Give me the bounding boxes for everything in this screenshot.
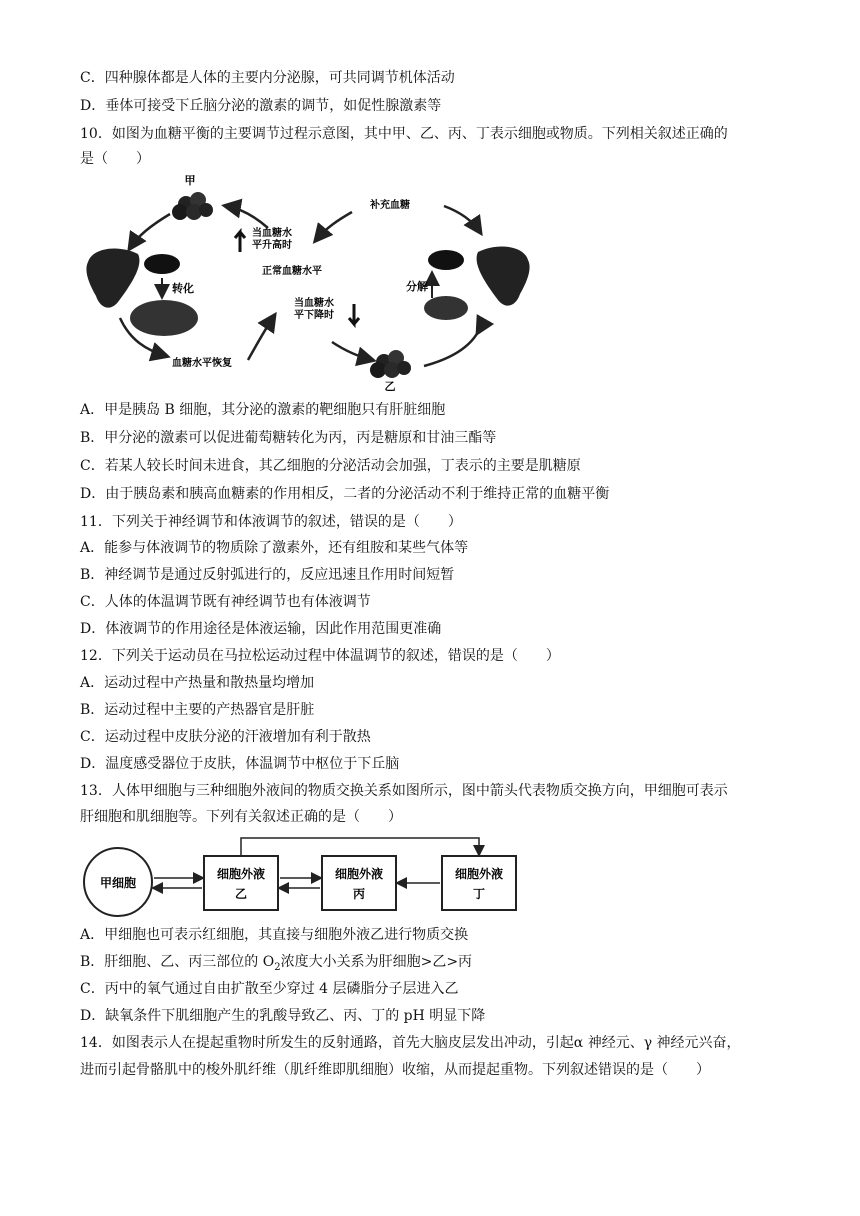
- q10-option-b: B．甲分泌的激素可以促进葡萄糖转化为丙，丙是糖原和甘油三酯等: [80, 430, 497, 446]
- q10-option-d: D．由于胰岛素和胰高血糖素的作用相反，二者的分泌活动不利于维持正常的血糖平衡: [80, 486, 610, 502]
- box-ding: [442, 856, 516, 910]
- label-rise-line1: 当血糖水: [252, 228, 292, 239]
- box-yi-label2: 乙: [234, 887, 248, 901]
- q11-option-d: D．体液调节的作用途径是体液运输，因此作用范围更准确: [80, 621, 442, 637]
- substance-ding-ellipse: [424, 296, 468, 320]
- label-rise-line2: 平升高时: [252, 240, 292, 251]
- q10-option-a: A．甲是胰岛 B 细胞，其分泌的激素的靶细胞只有肝脏细胞: [80, 402, 446, 418]
- substance-ellipse-left-top: [144, 254, 180, 274]
- q12-option-b: B．运动过程中主要的产热器官是肝脏: [80, 702, 315, 718]
- q12-stem: 12．下列关于运动员在马拉松运动过程中体温调节的叙述，错误的是（ ）: [80, 648, 560, 664]
- islet-cells-yi-icon: [370, 350, 411, 378]
- q11-option-c: C．人体的体温调节既有神经调节也有体液调节: [80, 594, 371, 610]
- label-fall-line1: 当血糖水: [294, 298, 334, 309]
- box-ding-label2: 丁: [472, 887, 486, 901]
- q13-stem-line2: 肝细胞和肌细胞等。下列有关叙述正确的是（ ）: [80, 809, 402, 825]
- box-bing: [322, 856, 396, 910]
- q13-option-c: C．丙中的氧气通过自由扩散至少穿过 4 层磷脂分子层进入乙: [80, 981, 459, 997]
- label-convert: 转化: [172, 282, 194, 295]
- label-jia: 甲: [184, 174, 196, 187]
- q11-option-a: A．能参与体液调节的物质除了激素外，还有组胺和某些气体等: [80, 540, 469, 556]
- box-yi-label1: 细胞外液: [216, 867, 266, 881]
- box-yi: [204, 856, 278, 910]
- q13-option-b: B．肝细胞、乙、丙三部位的 $O_2$浓度大小关系为肝细胞>乙>丙: [80, 954, 473, 973]
- q9-option-c: C．四种腺体都是人体的主要内分泌腺，可共同调节机体活动: [80, 70, 455, 86]
- liver-left-icon: [86, 248, 139, 307]
- q10-stem-line2: 是（ ）: [80, 151, 150, 167]
- q10-stem-line1: 10．如图为血糖平衡的主要调节过程示意图，其中甲、乙、丙、丁表示细胞或物质。下列相关叙述正确的: [80, 126, 728, 142]
- label-recover: 血糖水平恢复: [172, 358, 232, 369]
- q9-option-d: D．垂体可接受下丘脑分泌的激素的调节，如促性腺激素等: [80, 98, 442, 114]
- q12-option-a: A．运动过程中产热量和散热量均增加: [80, 675, 315, 691]
- q11-option-b: B．神经调节是通过反射弧进行的，反应迅速且作用时间短暂: [80, 567, 455, 583]
- q12-option-d: D．温度感受器位于皮肤，体温调节中枢位于下丘脑: [80, 756, 400, 772]
- label-normal-level: 正常血糖水平: [262, 266, 322, 277]
- q11-stem: 11．下列关于神经调节和体液调节的叙述，错误的是（ ）: [80, 514, 462, 530]
- label-decompose: 分解: [406, 280, 428, 293]
- q13-stem-line1: 13．人体甲细胞与三种细胞外液间的物质交换关系如图所示，图中箭头代表物质交换方向，甲细胞可表示: [80, 783, 728, 799]
- q14-stem-line1: 14．如图表示人在提起重物时所发生的反射通路，首先大脑皮层发出冲动，引起α 神经元、γ 神经元兴奋，: [80, 1035, 741, 1051]
- liver-right-icon: [477, 246, 530, 305]
- extracellular-fluid-figure: [80, 832, 520, 922]
- blood-glucose-figure: [80, 170, 540, 392]
- label-fall-line2: 平下降时: [294, 310, 334, 321]
- q13-option-d: D．缺氧条件下肌细胞产生的乳酸导致乙、丙、丁的 pH 明显下降: [80, 1008, 486, 1024]
- q13-option-a: A．甲细胞也可表示红细胞，其直接与细胞外液乙进行物质交换: [80, 927, 469, 943]
- box-bing-label1: 细胞外液: [334, 867, 384, 881]
- box-bing-label2: 丙: [352, 887, 366, 901]
- substance-bing-ellipse: [130, 300, 198, 336]
- q10-option-c: C．若某人较长时间未进食，其乙细胞的分泌活动会加强，丁表示的主要是肌糖原: [80, 458, 581, 474]
- islet-cells-jia-icon: [172, 192, 213, 220]
- label-cell-jia: 甲细胞: [99, 876, 137, 890]
- q14-stem-line2: 进而引起骨骼肌中的梭外肌纤维（肌纤维即肌细胞）收缩，从而提起重物。下列叙述错误的是（ ）: [80, 1062, 710, 1078]
- label-yi: 乙: [384, 380, 396, 392]
- box-ding-label1: 细胞外液: [454, 867, 504, 881]
- label-supplement: 补充血糖: [370, 200, 410, 211]
- substance-ellipse-right-top: [428, 250, 464, 270]
- q12-option-c: C．运动过程中皮肤分泌的汗液增加有利于散热: [80, 729, 371, 745]
